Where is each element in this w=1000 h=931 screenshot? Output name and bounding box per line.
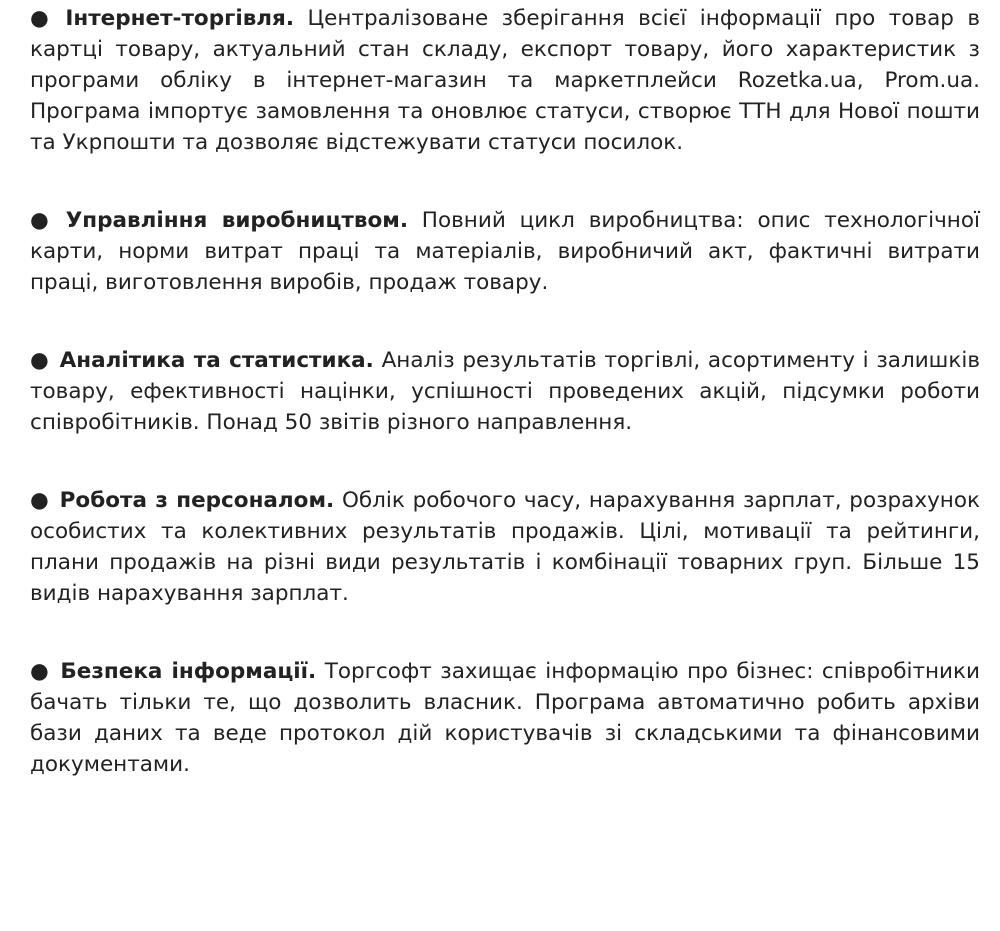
feature-personnel	[30, 485, 980, 609]
feature-title: Інтернет-торгівля.	[65, 6, 295, 31]
bullet-icon: ●	[30, 208, 56, 233]
feature-title: Робота з персоналом.	[59, 488, 335, 513]
bullet-icon: ●	[30, 659, 51, 684]
feature-title: Безпека інформації.	[60, 659, 317, 684]
feature-text: Аналіз результатів торгівлі, асортименту і залишків товару, ефективності націнки, успішності проведених акцій, підсумки роботи співробітників. Понад 50 звітів різного направлення.	[30, 348, 980, 435]
feature-text: Торгсофт захищає інформацію про бізнес: співробітники бачать тільки те, що дозволить власник. Програма автоматично робить архіви бази даних та веде протокол дій користувачів зі складськими та фінансовими документами.	[30, 659, 980, 777]
feature-title: Аналітика та статистика.	[59, 348, 374, 373]
bullet-icon: ●	[30, 6, 56, 31]
feature-production-management	[30, 205, 980, 298]
feature-internet-trade	[30, 3, 980, 158]
bullet-icon: ●	[30, 348, 50, 373]
feature-text: Повний цикл виробництва: опис технологічної карти, норми витрат праці та матеріалів, виробничий акт, фактичні витрати праці, виготовлення виробів, продаж товару.	[30, 208, 980, 295]
feature-text: Облік робочого часу, нарахування зарплат, розрахунок особистих та колективних результатів продажів. Цілі, мотивації та рейтинги, плани продажів на різні види результатів і комбінації товарних груп. Більше 15 видів нарахування зарплат.	[30, 488, 980, 606]
feature-analytics	[30, 345, 980, 438]
feature-text: Централізоване зберігання всієї інформації про товар в картці товару, актуальний стан складу, експорт товару, його характеристик з програми обліку в інтернет-магазин та маркетплейси Rozetka.ua, Prom.ua. Програма імпортує замовлення та оновлює статуси, створює ТТН для Нової пошти та Укрпошти та дозволяє відстежувати статуси посилок.	[30, 6, 980, 155]
bullet-icon: ●	[30, 488, 50, 513]
feature-title: Управління виробництвом.	[65, 208, 408, 233]
features-document	[0, 3, 1000, 780]
feature-security	[30, 656, 980, 780]
